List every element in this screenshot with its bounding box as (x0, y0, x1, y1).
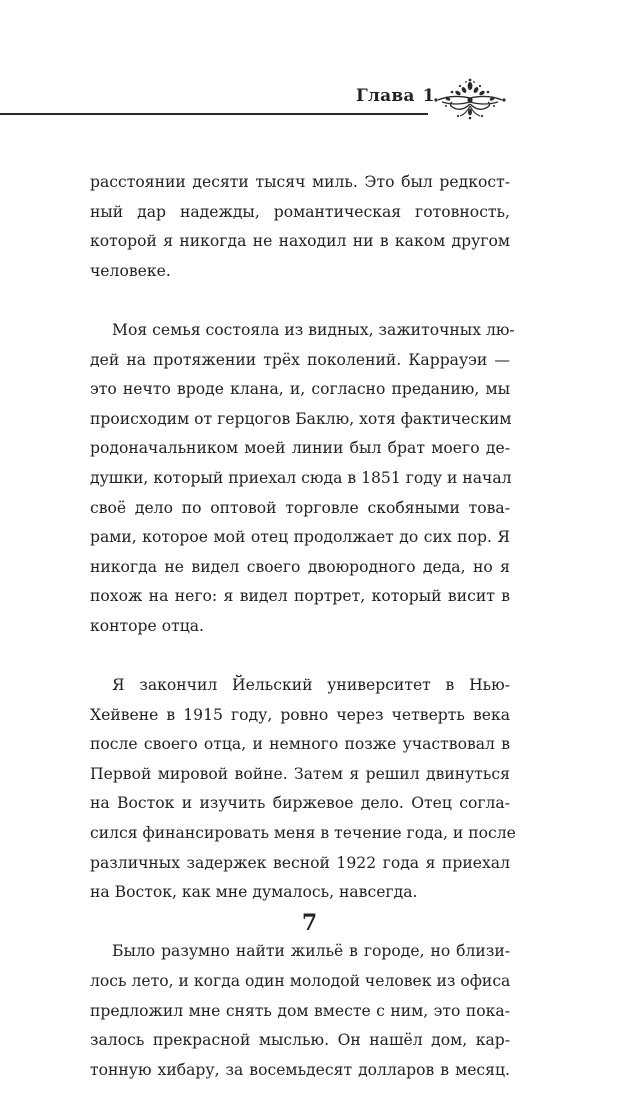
running-header (0, 76, 619, 126)
page-number: 7 (301, 910, 318, 936)
header-rule (0, 113, 428, 115)
paragraph-3 (90, 671, 516, 908)
chapter-label (356, 86, 435, 106)
text-line: которой я никогда не находил ни в каком другом (90, 232, 510, 251)
text-line: сился финансировать меня в течение года, и после (90, 824, 516, 843)
text-line: тонную хибару, за восемьдесят долларов в месяц. (90, 1060, 510, 1079)
text-line: конторе отца. (90, 616, 205, 635)
paragraph-4 (90, 937, 510, 1085)
text-line: на Восток и изучить биржевое дело. Отец согла- (90, 794, 510, 813)
text-line: предложил мне снять дом вместе с ним, это пока- (90, 1001, 510, 1020)
text-line: Я закончил Йельский университет в Нью- (112, 676, 510, 695)
text-line: Первой мировой войне. Затем я решил двинуться (90, 764, 510, 783)
chapter-word: Глава (356, 86, 415, 106)
text-line: Было разумно найти жильё в городе, но близи- (112, 942, 510, 961)
floral-ornament-icon (432, 78, 508, 122)
text-line: рами, которое мой отец продолжает до сих пор. Я (90, 528, 510, 547)
text-line: происходим от герцогов Баклю, хотя фактическим (90, 409, 512, 428)
text-line: своё дело по оптовой торговле скобяными това- (90, 498, 510, 517)
text-line: душки, который приехал сюда в 1851 году и начал (90, 468, 512, 487)
text-line: ный дар надежды, романтическая готовность, (90, 202, 510, 221)
text-line: дей на протяжении трёх поколений. Каррауэи — (90, 350, 510, 369)
text-line: Моя семья состояла из видных, зажиточных лю- (112, 320, 515, 339)
chapter-number: 1 (422, 86, 435, 106)
text-line: залось прекрасной мыслью. Он нашёл дом, кар- (90, 1031, 510, 1050)
paragraph-1 (90, 168, 510, 286)
text-line: на Восток, как мне думалось, навсегда. (90, 883, 418, 902)
text-line: расстоянии десяти тысяч миль. Это был редкост- (90, 173, 510, 191)
text-line: Хейвене в 1915 году, ровно через четверть века (90, 705, 510, 724)
text-line: никогда не видел своего двоюродного деда, но я (90, 557, 510, 576)
paragraph-2 (90, 316, 515, 642)
body-text (90, 168, 516, 1115)
text-line: различных задержек весной 1922 года я приехал (90, 853, 510, 872)
text-line: родоначальником моей линии был брат моего де- (90, 439, 510, 458)
text-line: похож на него: я видел портрет, который висит в (90, 587, 510, 606)
text-line: это нечто вроде клана, и, согласно преданию, мы (90, 380, 510, 399)
text-line: человеке. (90, 261, 171, 280)
text-line: лось лето, и когда один молодой человек из офиса (90, 972, 511, 991)
text-line: после своего отца, и немного позже участвовал в (90, 735, 510, 754)
